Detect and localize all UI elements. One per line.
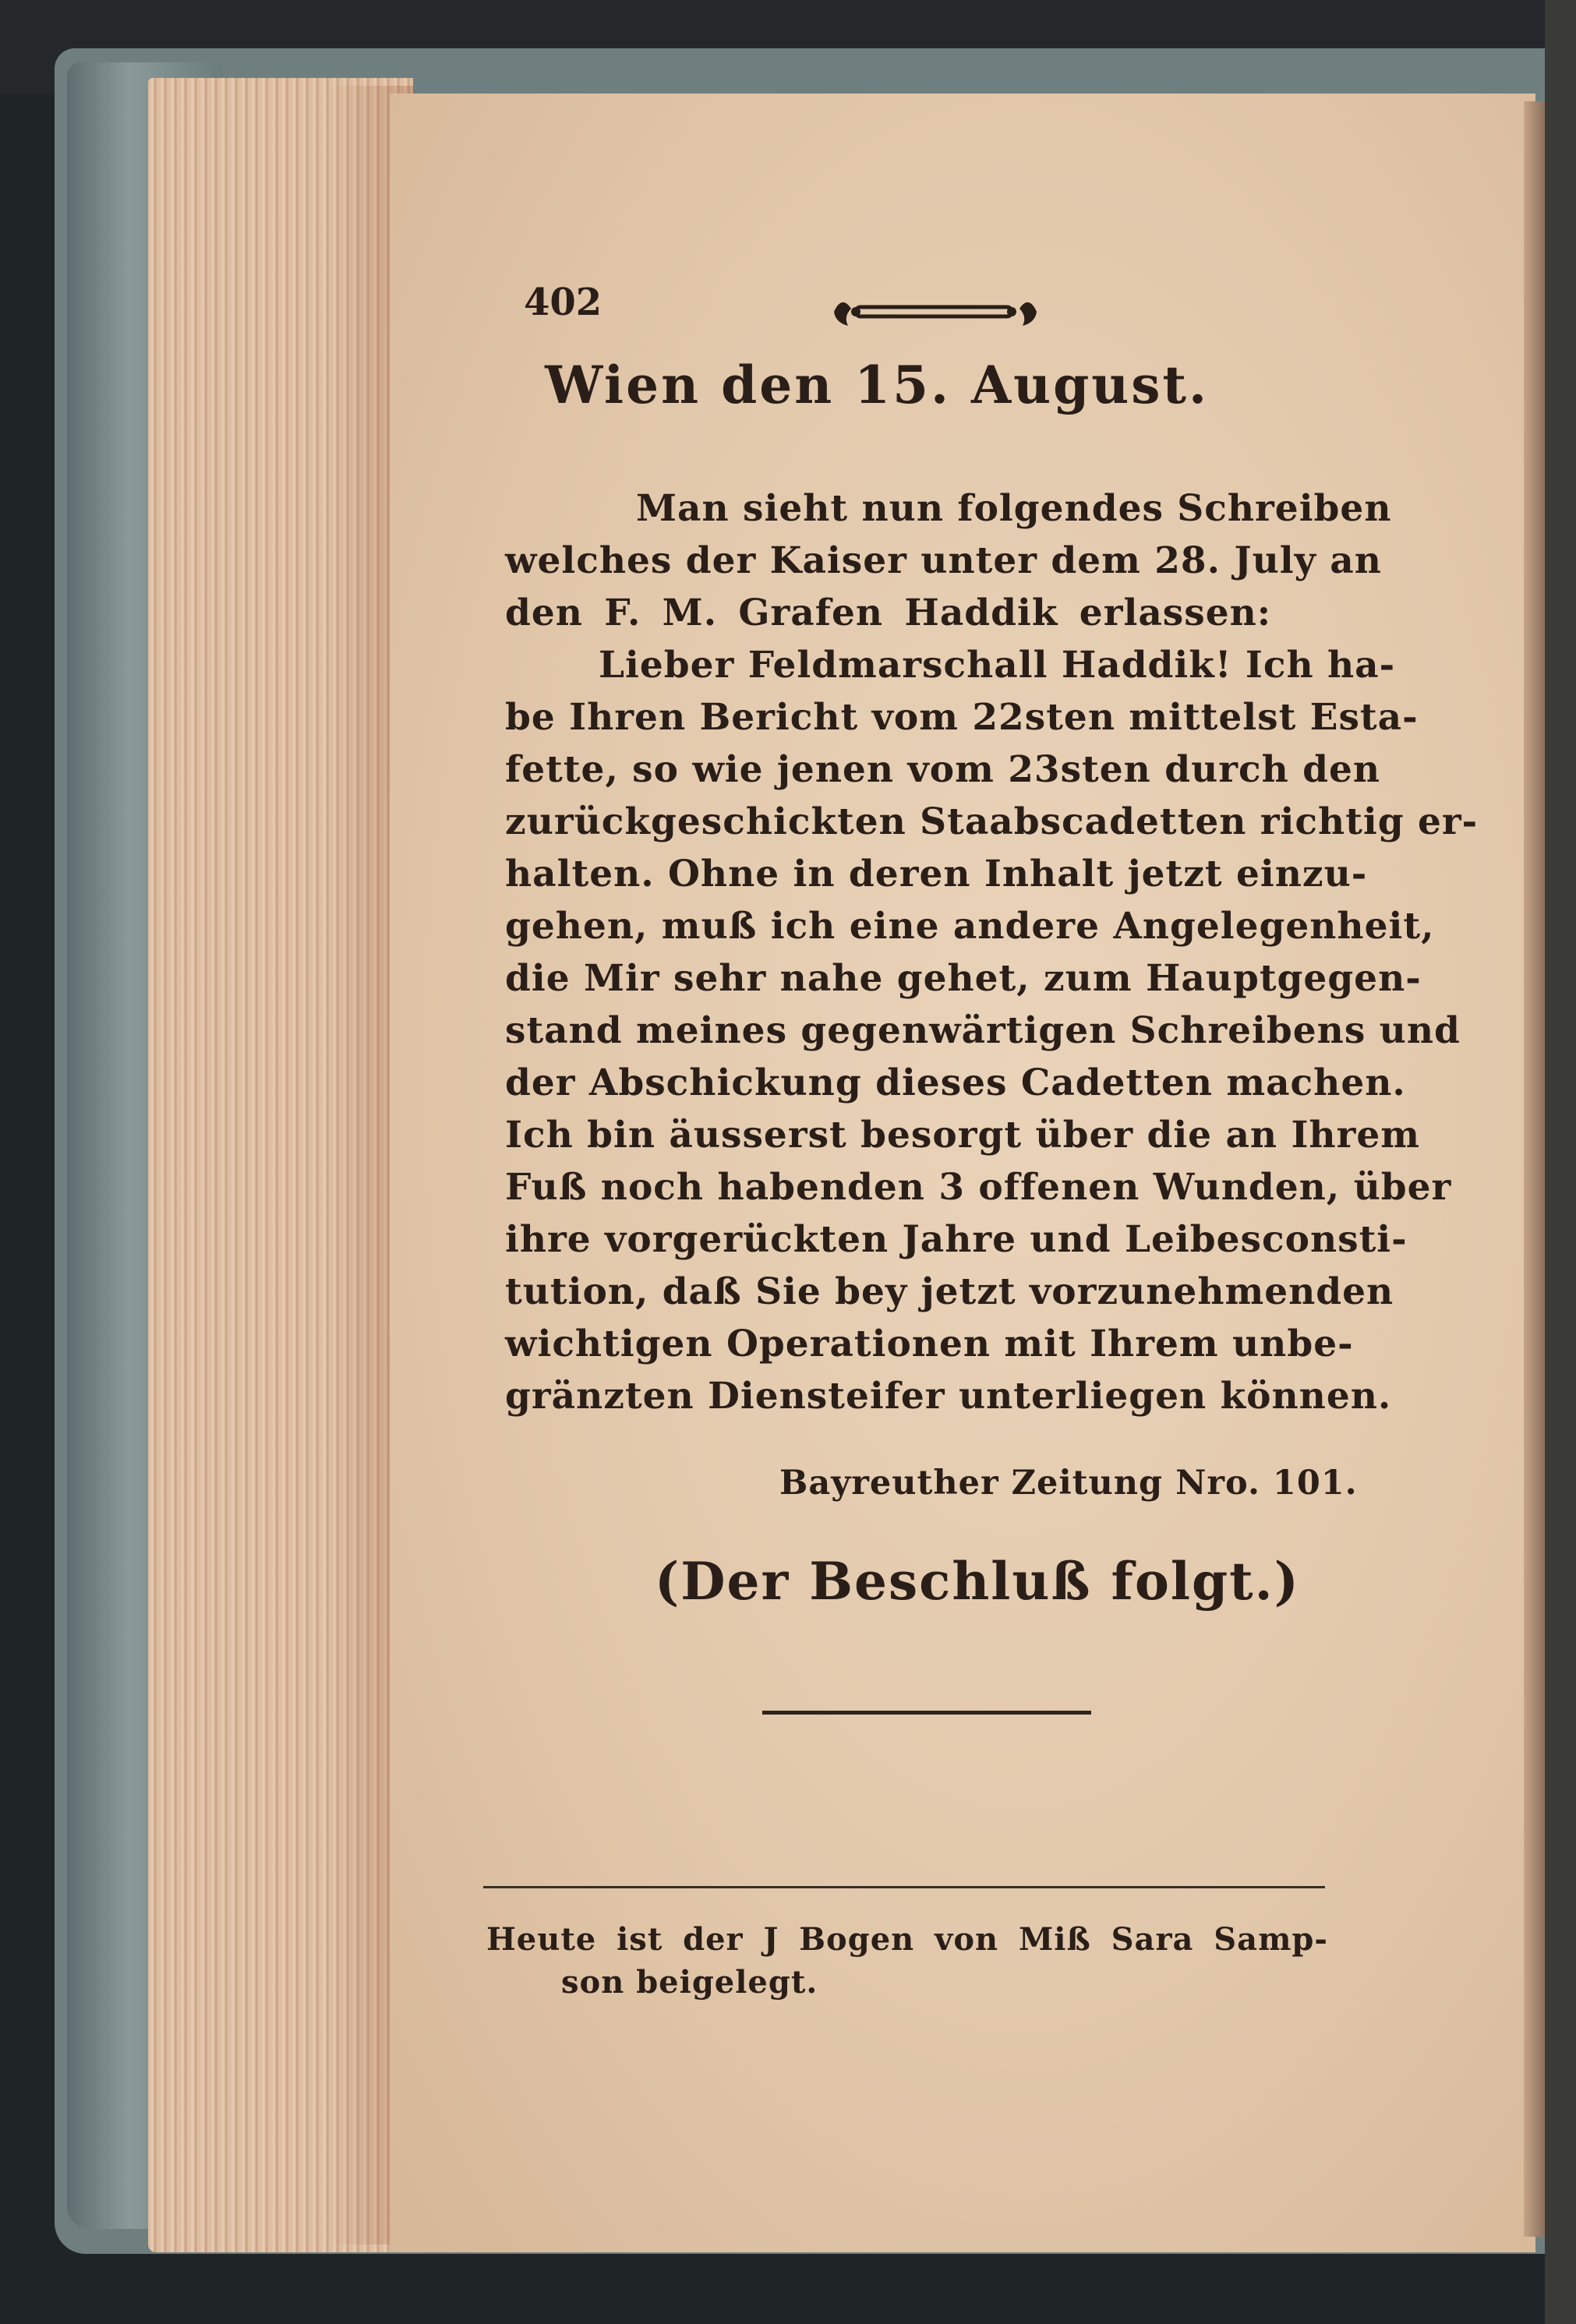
- footer-notice-line-2: son beigelegt.: [561, 1964, 818, 2001]
- body-line: Lieber Feldmarschall Haddik! Ich ha-: [599, 644, 1396, 687]
- body-line: den F. M. Grafen Haddik erlassen:: [505, 592, 1272, 634]
- page-number: 402: [524, 281, 602, 324]
- footer-notice-line-1: Heute ist der J Bogen von Miß Sara Samp-: [486, 1921, 1328, 1958]
- body-line: Fuß noch habenden 3 offenen Wunden, über: [505, 1166, 1452, 1209]
- article-headline: Wien den 15. August.: [545, 355, 1209, 415]
- body-line: stand meines gegenwärtigen Schreibens und: [505, 1009, 1461, 1052]
- source-citation: Bayreuther Zeitung Nro. 101.: [779, 1464, 1358, 1503]
- body-line: fette, so wie jenen vom 23sten durch den: [505, 748, 1381, 791]
- body-line: halten. Ohne in deren Inhalt jetzt einzu-: [505, 853, 1368, 895]
- body-line: be Ihren Bericht vom 22sten mittelst Esta-: [505, 696, 1419, 739]
- body-line: ihre vorgerückten Jahre und Leibesconsti-: [505, 1218, 1408, 1261]
- body-line: zurückgeschickten Staabscadetten richtig er-: [505, 800, 1479, 843]
- body-line: tution, daß Sie bey jetzt vorzunehmenden: [505, 1270, 1394, 1313]
- body-line: die Mir sehr nahe gehet, zum Hauptgegen-: [505, 957, 1422, 1000]
- body-line: der Abschickung dieses Cadetten machen.: [505, 1061, 1406, 1104]
- footer-rule: [483, 1886, 1325, 1888]
- background-right: [1545, 0, 1576, 2324]
- continuation-note: (Der Beschluß folgt.): [655, 1551, 1300, 1612]
- body-line: gränzten Diensteifer unterliegen können.: [505, 1375, 1392, 1418]
- body-line: welches der Kaiser unter dem 28. July an: [505, 539, 1382, 582]
- body-line: gehen, muß ich eine andere Angelegenheit,: [505, 905, 1435, 948]
- body-line: Ich bin äusserst besorgt über die an Ihrem: [505, 1114, 1420, 1157]
- ornament-divider-icon: [818, 288, 1052, 335]
- section-rule: [762, 1711, 1091, 1715]
- body-line: wichtigen Operationen mit Ihrem unbe-: [505, 1323, 1354, 1365]
- body-line: Man sieht nun folgendes Schreiben: [636, 487, 1392, 530]
